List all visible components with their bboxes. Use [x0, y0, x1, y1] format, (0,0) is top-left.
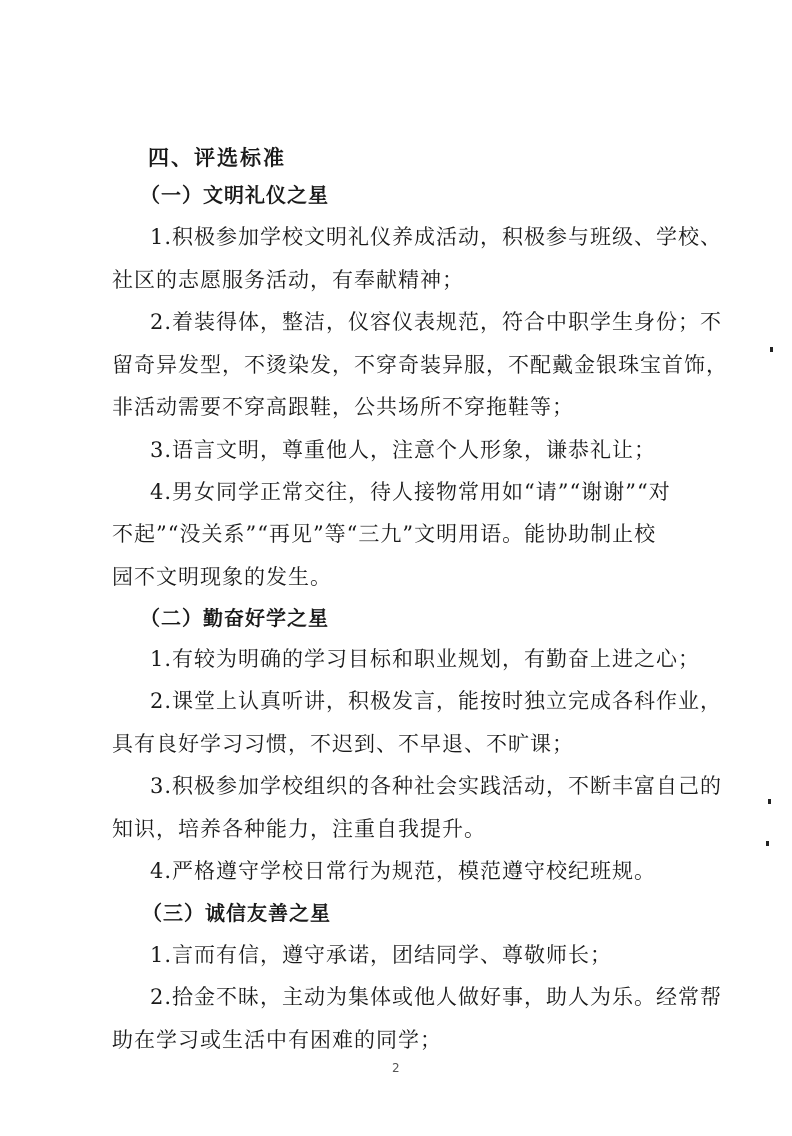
paragraph-line: 4.严格遵守学校日常行为规范，模范遵守校纪班规。 — [150, 859, 657, 883]
paragraph-line: 1.积极参加学校文明礼仪养成活动，积极参与班级、学校、 — [150, 225, 723, 249]
paragraph-line: 1.有较为明确的学习目标和职业规划，有勤奋上进之心； — [150, 647, 701, 671]
paragraph-line: 园不文明现象的发生。 — [112, 565, 332, 589]
paragraph-line: 具有良好学习习惯，不迟到、不早退、不旷课； — [112, 732, 574, 756]
paragraph-line: 非活动需要不穿高跟鞋，公共场所不穿拖鞋等； — [112, 395, 574, 419]
page-number: 2 — [392, 1061, 400, 1075]
section-heading-3: （三）诚信友善之星 — [142, 901, 331, 925]
paragraph-line: 2.着装得体，整洁，仪容仪表规范，符合中职学生身份；不 — [150, 310, 723, 334]
paragraph-line: 不起”“没关系”“再见”等“三九”文明用语。能协助制止校 — [112, 522, 657, 546]
scan-speck — [768, 799, 771, 804]
scan-speck — [766, 841, 769, 846]
paragraph-line: 留奇异发型，不烫染发，不穿奇装异服，不配戴金银珠宝首饰， — [112, 353, 728, 377]
paragraph-line: 知识，培养各种能力，注重自我提升。 — [112, 817, 486, 841]
section-heading-1: （一）文明礼仪之星 — [140, 183, 329, 207]
paragraph-line: 3.语言文明，尊重他人，注意个人形象，谦恭礼让； — [150, 438, 657, 462]
section-title: 四、评选标准 — [148, 145, 286, 170]
paragraph-line: 1.言而有信，遵守承诺，团结同学、尊敬师长； — [150, 943, 613, 967]
paragraph-line: 3.积极参加学校组织的各种社会实践活动，不断丰富自己的 — [150, 774, 723, 798]
scan-speck — [770, 347, 773, 352]
paragraph-line: 社区的志愿服务活动，有奉献精神； — [112, 268, 464, 292]
paragraph-line: 2.课堂上认真听讲，积极发言，能按时独立完成各科作业， — [150, 689, 723, 713]
section-heading-2: （二）勤奋好学之星 — [140, 606, 329, 630]
paragraph-line: 4.男女同学正常交往，待人接物常用如“请”“谢谢”“对 — [150, 480, 671, 504]
paragraph-line: 2.拾金不昧，主动为集体或他人做好事，助人为乐。经常帮 — [150, 985, 723, 1009]
paragraph-line: 助在学习或生活中有困难的同学； — [112, 1028, 442, 1052]
